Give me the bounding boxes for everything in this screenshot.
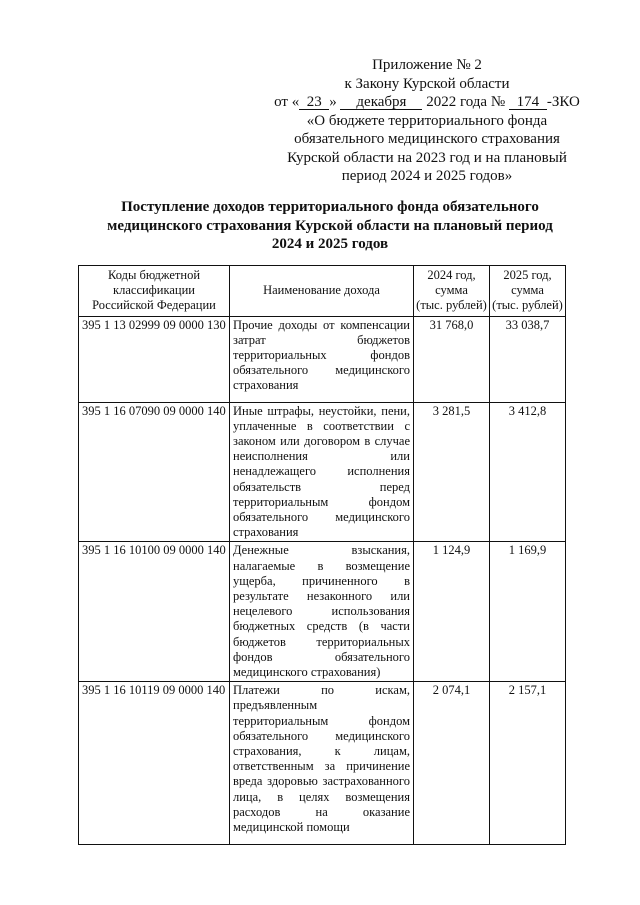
row-2024: 3 281,5 <box>414 402 490 542</box>
row-2025: 3 412,8 <box>490 402 566 542</box>
row-code: 395 1 16 07090 09 0000 140 <box>79 402 230 542</box>
document-title <box>80 198 580 254</box>
header-2024-line-3: (тыс. рублей) <box>416 298 487 313</box>
title-line-1: Поступление доходов территориального фонда обязательного <box>121 199 539 215</box>
row-code: 395 1 16 10119 09 0000 140 <box>79 682 230 845</box>
header-code-line-2: классификации <box>113 283 195 298</box>
row-name: Платежи по искам, предъявленным территориальным фондом обязательного медицинского страхования, к лицам, ответственным за причинение вреда здоровью застрахованного лица, в целях возмещения расходов на оказание медицинской помощи <box>230 682 414 845</box>
table-row <box>79 316 566 402</box>
row-name: Денежные взыскания, налагаемые в возмещение ущерба, причиненного в результате незаконного или нецелевого использования бюджетных средств (в части бюджетов территориальных фондов обязательного медицинского страхования) <box>230 542 414 682</box>
row-name: Иные штрафы, неустойки, пени, уплаченные в соответствии с законом или договором в случае неисполнения или ненадлежащего исполнения обязательств перед территориальным фондом обязательного медицинского страхования <box>230 402 414 542</box>
row-2025: 1 169,9 <box>490 542 566 682</box>
header-name: Наименование дохода <box>230 266 414 317</box>
table-row <box>79 402 566 542</box>
date-mid: » <box>329 94 337 110</box>
header-code <box>79 266 230 317</box>
header-2024-line-1: 2024 год, <box>427 268 476 282</box>
title-line-2: медицинского страхования Курской области на плановый период <box>107 217 553 234</box>
header-code-line-3: Российской Федерации <box>92 298 216 313</box>
date-prefix: от « <box>274 94 300 110</box>
header-2024-line-2: сумма <box>435 283 468 298</box>
header-2025-line-3: (тыс. рублей) <box>492 298 563 313</box>
annex-date-line <box>262 93 592 112</box>
table-header-row <box>79 266 566 317</box>
row-2024: 1 124,9 <box>414 542 490 682</box>
header-2024 <box>414 266 490 317</box>
table-row <box>79 542 566 682</box>
row-code: 395 1 16 10100 09 0000 140 <box>79 542 230 682</box>
row-code: 395 1 13 02999 09 0000 130 <box>79 316 230 402</box>
row-2024: 31 768,0 <box>414 316 490 402</box>
title-line-3: 2024 и 2025 годов <box>271 236 389 252</box>
header-2025-line-2: сумма <box>511 283 544 298</box>
row-2024: 2 074,1 <box>414 682 490 845</box>
annex-law-name-3: Курской области на 2023 год и на плановый <box>287 149 567 166</box>
annex-law-name-2: обязательного медицинского страхования <box>294 131 560 147</box>
annex-law: к Закону Курской области <box>344 75 510 92</box>
date-day: 23 <box>299 95 329 110</box>
law-suffix: -ЗКО <box>546 94 580 110</box>
annex-law-name-1: «О бюджете территориального фонда <box>306 112 548 129</box>
header-2025 <box>490 266 566 317</box>
header-code-line-1: Коды бюджетной <box>107 268 201 282</box>
row-name: Прочие доходы от компенсации затрат бюджетов территориальных фондов обязательного медицинского страхования <box>230 316 414 402</box>
date-year: 2022 года № <box>426 94 506 110</box>
annex-title: Приложение № 2 <box>372 57 482 73</box>
header-2025-line-1: 2025 год, <box>503 268 552 282</box>
annex-block <box>262 56 592 186</box>
revenue-table <box>78 265 566 845</box>
row-2025: 33 038,7 <box>490 316 566 402</box>
row-2025: 2 157,1 <box>490 682 566 845</box>
table-row <box>79 682 566 845</box>
date-month: декабря <box>340 95 422 110</box>
annex-law-name-4: период 2024 и 2025 годов» <box>341 168 513 184</box>
law-number: 174 <box>509 95 547 110</box>
